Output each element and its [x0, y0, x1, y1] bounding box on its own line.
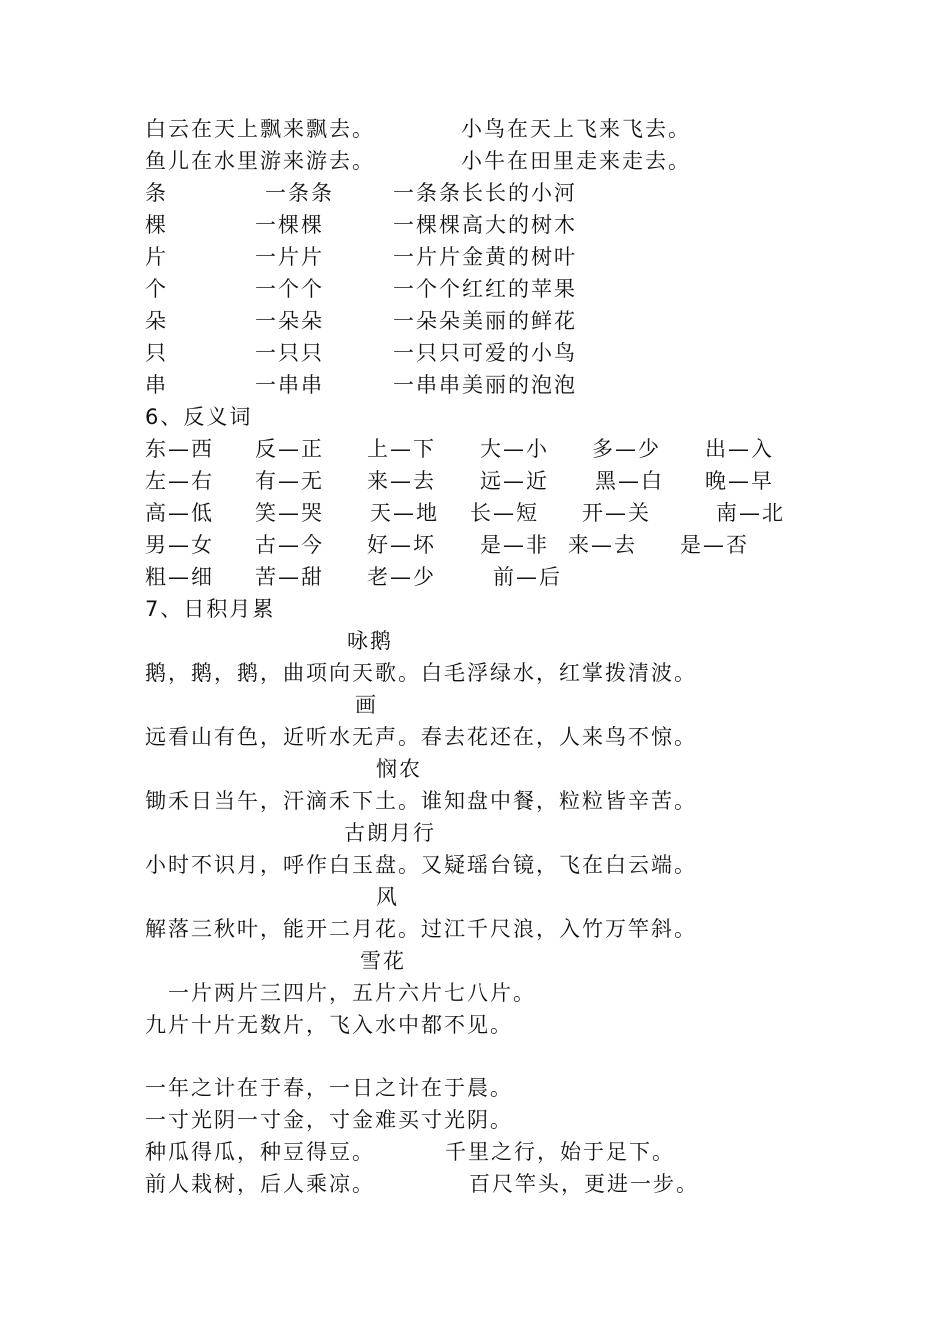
antonym-pair: 天—地	[370, 501, 439, 525]
antonym-pair: 是—否	[680, 533, 749, 557]
measure-word: 只	[145, 341, 168, 365]
measure-word-repeat: 一片片	[255, 245, 324, 269]
poem-title: 古朗月行	[344, 821, 436, 845]
poem-line: 锄禾日当午，汗滴禾下土。谁知盘中餐，粒粒皆辛苦。	[145, 789, 697, 813]
poem-line: 九片十片无数片，飞入水中都不见。	[145, 1013, 513, 1037]
antonym-pair: 上—下	[367, 437, 436, 461]
saying: 千里之行，始于足下。	[445, 1140, 675, 1164]
antonym-pair: 古—今	[255, 533, 324, 557]
poem-line: 解落三秋叶，能开二月花。过江千尺浪，入竹万竿斜。	[145, 917, 697, 941]
measure-word-repeat: 一条条	[265, 181, 334, 205]
sentence: 小牛在田里走来走去。	[461, 149, 691, 173]
sentence: 小鸟在天上飞来飞去。	[461, 117, 691, 141]
measure-word-phrase: 一朵朵美丽的鲜花	[393, 309, 577, 333]
saying: 种瓜得瓜，种豆得豆。	[145, 1140, 375, 1164]
antonym-pair: 老—少	[367, 565, 436, 589]
poem-title: 咏鹅	[347, 629, 393, 653]
poem-line: 小时不识月，呼作白玉盘。又疑瑶台镜，飞在白云端。	[145, 853, 697, 877]
antonym-pair: 苦—甜	[255, 565, 324, 589]
saying: 百尺竿头，更进一步。	[469, 1172, 699, 1196]
sentence: 鱼儿在水里游来游去。	[145, 149, 375, 173]
antonym-pair: 男—女	[145, 533, 214, 557]
antonym-pair: 反—正	[255, 437, 324, 461]
measure-word: 朵	[145, 309, 168, 333]
antonym-pair: 多—少	[592, 437, 661, 461]
antonym-pair: 来—去	[568, 533, 637, 557]
measure-word-phrase: 一个个红红的苹果	[393, 277, 577, 301]
antonyms-heading: 6、反义词	[145, 405, 253, 429]
measure-word-repeat: 一朵朵	[255, 309, 324, 333]
antonym-pair: 长—短	[470, 501, 539, 525]
antonym-pair: 高—低	[145, 501, 214, 525]
antonym-pair: 是—非	[480, 533, 549, 557]
poem-title: 悯农	[376, 757, 422, 781]
antonym-pair: 左—右	[145, 469, 214, 493]
measure-word-repeat: 一个个	[255, 277, 324, 301]
measure-word: 条	[145, 181, 168, 205]
antonym-pair: 南—北	[716, 501, 785, 525]
antonym-pair: 远—近	[480, 469, 549, 493]
antonym-pair: 大—小	[480, 437, 549, 461]
measure-word: 棵	[145, 213, 168, 237]
antonym-pair: 好—坏	[367, 533, 436, 557]
antonym-pair: 东—西	[145, 437, 214, 461]
antonym-pair: 来—去	[367, 469, 436, 493]
antonym-pair: 出—入	[705, 437, 774, 461]
measure-word: 片	[145, 245, 168, 269]
antonym-pair: 开—关	[582, 501, 651, 525]
antonym-pair: 前—后	[493, 565, 562, 589]
saying: 前人栽树，后人乘凉。	[145, 1172, 375, 1196]
poem-title: 雪花	[360, 949, 406, 973]
measure-word-phrase: 一条条长长的小河	[393, 181, 577, 205]
accumulation-heading: 7、日积月累	[145, 597, 276, 621]
antonym-pair: 笑—哭	[255, 501, 324, 525]
poem-title: 画	[355, 693, 378, 717]
measure-word-phrase: 一片片金黄的树叶	[393, 245, 577, 269]
saying: 一年之计在于春，一日之计在于晨。	[145, 1076, 513, 1100]
sentence: 白云在天上飘来飘去。	[145, 117, 375, 141]
measure-word-phrase: 一棵棵高大的树木	[393, 213, 577, 237]
measure-word-repeat: 一棵棵	[255, 213, 324, 237]
measure-word: 串	[145, 373, 168, 397]
antonym-pair: 黑—白	[595, 469, 664, 493]
measure-word: 个	[145, 277, 168, 301]
poem-title: 风	[376, 885, 399, 909]
antonym-pair: 有—无	[255, 469, 324, 493]
poem-line: 鹅，鹅，鹅，曲项向天歌。白毛浮绿水，红掌拨清波。	[145, 661, 697, 685]
measure-word-phrase: 一只只可爱的小鸟	[393, 341, 577, 365]
poem-line: 一片两片三四片，五片六片七八片。	[168, 981, 536, 1005]
measure-word-repeat: 一串串	[255, 373, 324, 397]
poem-line: 远看山有色，近听水无声。春去花还在，人来鸟不惊。	[145, 725, 697, 749]
antonym-pair: 粗—细	[145, 565, 214, 589]
measure-word-repeat: 一只只	[255, 341, 324, 365]
measure-word-phrase: 一串串美丽的泡泡	[393, 373, 577, 397]
antonym-pair: 晚—早	[705, 469, 774, 493]
saying: 一寸光阴一寸金，寸金难买寸光阴。	[145, 1108, 513, 1132]
